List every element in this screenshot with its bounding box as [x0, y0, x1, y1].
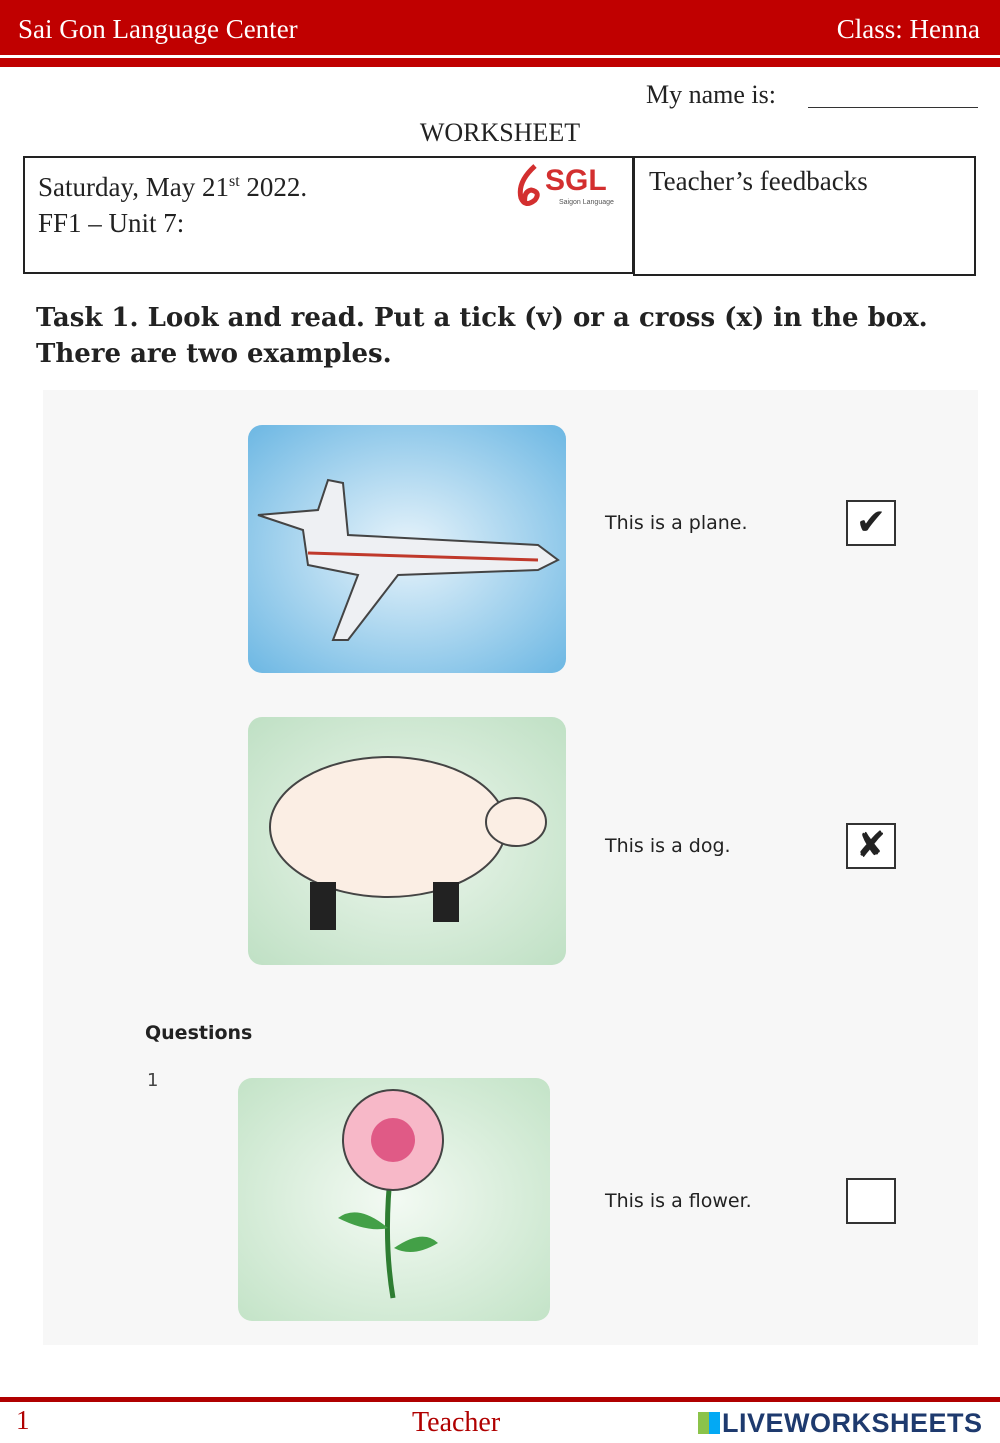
page-title: WORKSHEET [419, 118, 581, 147]
answer-box-example-2: ✘ [846, 823, 896, 869]
page-number: 1 [16, 1405, 30, 1435]
exercise-panel [43, 390, 978, 1345]
footer-divider [0, 1397, 1000, 1402]
sheep-image [248, 717, 566, 965]
header-bar [0, 0, 1000, 55]
sgl-logo [515, 162, 625, 212]
answer-box-example-1: ✔ [846, 500, 896, 546]
date: Saturday, May 21 [38, 172, 229, 202]
class-name: Class: Henna [836, 14, 980, 44]
teacher-feedback-box [633, 156, 976, 276]
sentence-2: This is a dog. [605, 835, 731, 857]
brand-text: LIVEWORKSHEETS [722, 1408, 983, 1438]
feedback-label: Teacher’s feedbacks [649, 166, 868, 196]
logo-subtext: Saigon Language [559, 199, 614, 206]
answer-box-question-1[interactable] [846, 1178, 896, 1224]
name-label: My name is: [646, 80, 776, 109]
plane-image [248, 425, 566, 673]
question-number: 1 [147, 1070, 159, 1091]
sentence-1: This is a plane. [605, 512, 748, 534]
header-divider [0, 58, 1000, 67]
unit: FF1 – Unit 7: [38, 208, 185, 238]
liveworksheets-icon [698, 1412, 720, 1434]
sentence-3: This is a flower. [605, 1190, 752, 1212]
liveworksheets-logo [698, 1408, 983, 1439]
footer-role: Teacher [412, 1407, 501, 1438]
questions-heading: Questions [145, 1022, 253, 1044]
school-name: Sai Gon Language Center [18, 14, 298, 44]
flower-image [238, 1078, 550, 1321]
task-instruction: Task 1. Look and read. Put a tick (v) or a cross (x) in the box. There are two examples. [36, 303, 928, 369]
logo-text: SGL [545, 164, 607, 197]
name-input-line[interactable] [808, 107, 978, 108]
date-sup: st [228, 173, 240, 190]
date-year: 2022. [239, 172, 308, 202]
